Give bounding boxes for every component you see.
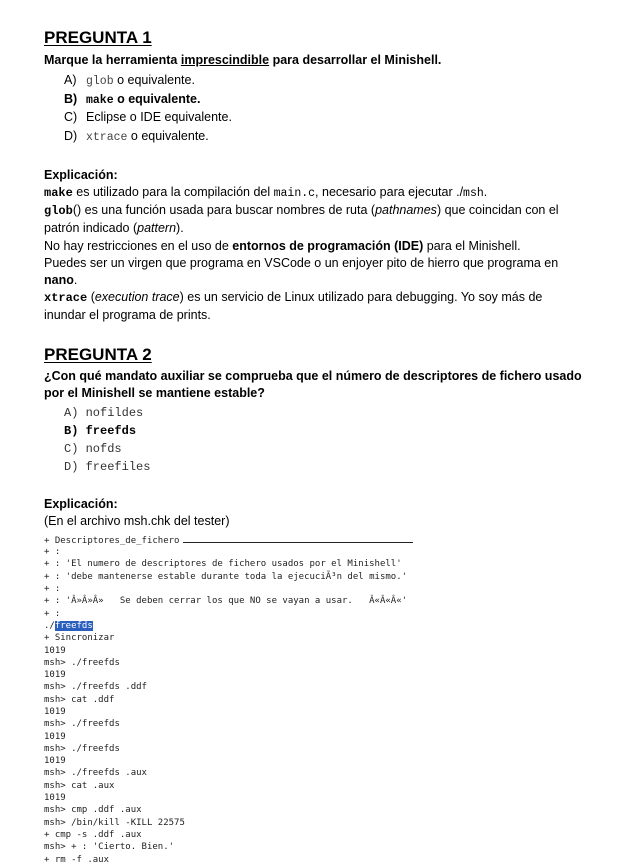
terminal-line: + : [44, 584, 61, 595]
terminal-line: msh> cmp .ddf .aux [44, 805, 142, 816]
explanation-1-paragraph-xtrace [44, 289, 584, 324]
option-c [64, 108, 584, 127]
question-1-options [64, 71, 584, 145]
explanation-1-paragraph-editor [44, 255, 584, 289]
terminal-line: msh> ./freefds [44, 743, 120, 754]
terminal-line: msh> ./freefds [44, 719, 120, 730]
terminal-line: + cmp -s .ddf .aux [44, 829, 142, 840]
explanation-1-paragraph-glob [44, 202, 584, 237]
text-fragment: ( [87, 290, 95, 305]
option-text: o equivalente. [113, 73, 195, 87]
option-code: xtrace [86, 130, 128, 144]
text-italic: pattern [137, 221, 177, 236]
terminal-line-text: + Descriptores_de_fichero [44, 535, 180, 546]
option-code: make [86, 93, 114, 107]
text-fragment: . [483, 185, 488, 199]
terminal-line: 1019 [44, 645, 66, 656]
terminal-line: msh> ./freefds [44, 657, 120, 668]
option-text: freefiles [85, 459, 151, 474]
code-xtrace: xtrace [44, 291, 88, 306]
option-d [64, 127, 584, 146]
text-fragment: , necesario para ejecutar ./ [315, 185, 464, 199]
explanation-1-paragraph-ide [44, 238, 584, 255]
text-fragment: ) que coincidan con el patrón indicado ( [44, 203, 559, 236]
document-page [44, 28, 584, 866]
question-1-title: PREGUNTA 1 [44, 28, 152, 47]
option-text: o equivalente. [127, 128, 209, 143]
terminal-line: 1019 [44, 756, 66, 767]
option-a [64, 71, 584, 90]
terminal-line: + : 'El numero de descriptores de fichero usados por el Minishell' [44, 559, 402, 570]
option-text: nofildes [85, 405, 144, 420]
option-c [64, 440, 584, 458]
text-bold: nano [44, 273, 74, 288]
explanation-1-title: Explicación: [44, 168, 118, 182]
terminal-line: + : 'debe mantenerse estable durante toda la ejecuciÃ³n del mismo.' [44, 571, 408, 582]
terminal-line: + : [44, 547, 61, 558]
option-text: nofds [85, 441, 122, 456]
terminal-line: + rm -f .aux [44, 854, 110, 865]
option-letter: C) [64, 441, 79, 456]
code-main-c: main.c [273, 187, 316, 200]
text-fragment: Puedes ser un virgen que programa en VSCode o un enjoyer pito de hierro que programa en [44, 255, 559, 270]
text-fragment: . [73, 273, 78, 288]
question-2-text: ¿Con qué mandato auxiliar se comprueba que el número de descriptores de fichero usado por el Minishell se mantiene estable? [44, 368, 582, 400]
text-fragment: No hay restricciones en el uso de [44, 238, 233, 253]
option-letter: D) [64, 128, 78, 143]
option-letter: B) [64, 91, 78, 106]
terminal-line: 1019 [44, 706, 66, 717]
option-letter: D) [64, 459, 79, 474]
terminal-line [44, 534, 584, 546]
question-1-text-pre: Marque la herramienta [44, 53, 181, 67]
terminal-line: msh> ./freefds .aux [44, 768, 147, 779]
option-text: Eclipse o IDE equivalente. [86, 110, 232, 124]
option-letter: A) [64, 405, 79, 420]
option-letter: A) [64, 73, 77, 87]
option-b [64, 422, 584, 440]
option-a [64, 404, 584, 422]
text-fragment: ). [176, 221, 184, 236]
terminal-line-text: ./ [44, 620, 55, 631]
terminal-output [44, 534, 584, 866]
question-2-options [64, 404, 584, 476]
text-italic: pathnames [375, 203, 437, 218]
terminal-line: msh> + : 'Cierto. Bien.' [44, 842, 175, 853]
question-1-text-post: para desarrollar el Minishell. [269, 53, 442, 67]
terminal-line: msh> ./freefds .ddf [44, 682, 147, 693]
option-b [64, 90, 584, 109]
terminal-line: + Sincronizar [44, 633, 115, 644]
option-letter: C) [64, 110, 78, 124]
terminal-line: 1019 [44, 731, 66, 742]
highlighted-command: freefds [54, 620, 93, 631]
code-make: make [44, 186, 73, 200]
terminal-line: msh> cat .aux [44, 780, 115, 791]
terminal-line: msh> cat .ddf [44, 694, 115, 705]
terminal-line: + : [44, 608, 61, 619]
terminal-line: msh> /bin/kill -KILL 22575 [44, 817, 185, 828]
question-2-title: PREGUNTA 2 [44, 344, 152, 364]
text-fragment: ) es un servicio de Linux utilizado para debugging. Yo soy más de inundar el programa de prints. [44, 290, 543, 323]
question-1-text-underlined: imprescindible [180, 53, 270, 67]
terminal-line: + : 'Â»Â»Â» Se deben cerrar los que NO se vayan a usar. Â«Â«Â«' [44, 596, 408, 607]
option-text: o equivalente. [113, 91, 201, 106]
code-msh: msh [463, 187, 484, 200]
option-text: freefds [85, 423, 137, 438]
code-glob: glob [44, 204, 73, 219]
terminal-line: 1019 [44, 793, 66, 804]
text-fragment: es utilizado para la compilación del [72, 185, 274, 199]
text-fragment: para el Minishell. [423, 238, 521, 253]
text-fragment: () es una función usada para buscar nombres de ruta ( [72, 203, 376, 218]
terminal-line: 1019 [44, 670, 66, 681]
option-code: glob [86, 75, 114, 88]
question-1-text [44, 52, 584, 69]
explanation-2-subtitle: (En el archivo msh.chk del tester) [44, 513, 230, 528]
option-d [64, 458, 584, 476]
terminal-line [44, 620, 584, 632]
explanation-1-paragraph-make [44, 184, 584, 202]
explanation-2-title: Explicación: [44, 496, 118, 511]
option-letter: B) [64, 423, 79, 438]
text-italic: execution trace [94, 290, 180, 305]
section-rule [183, 534, 413, 543]
text-bold: entornos de programación (IDE) [232, 238, 424, 253]
